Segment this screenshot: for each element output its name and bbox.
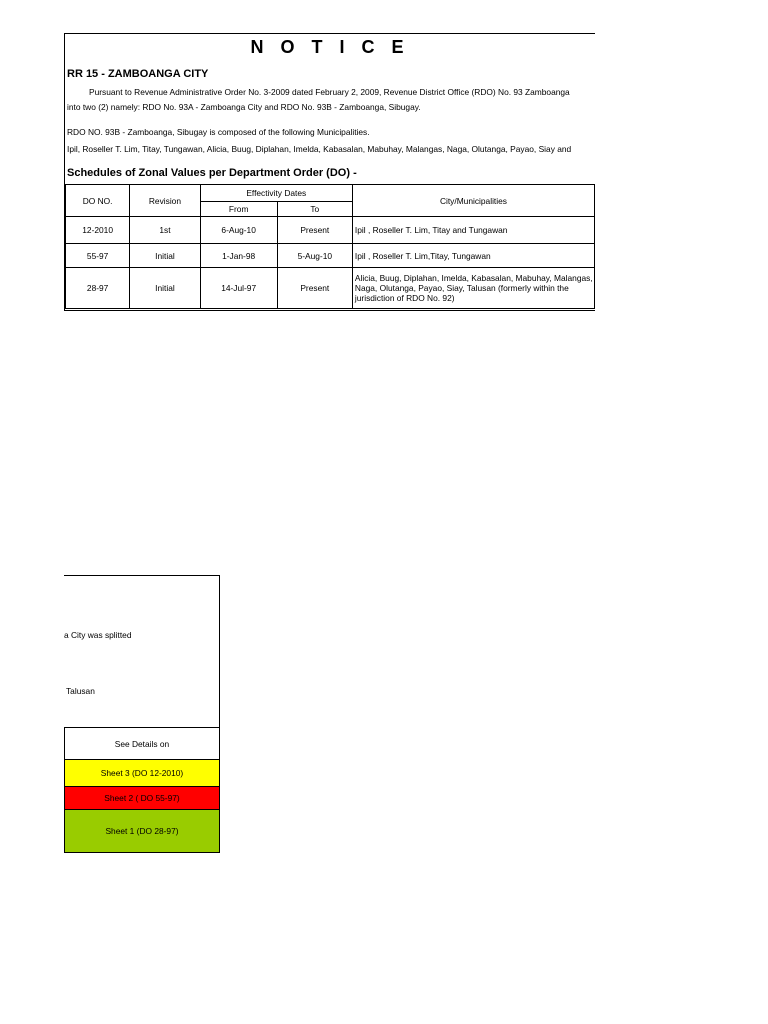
header-from: From: [200, 202, 277, 217]
sheet-2-link[interactable]: Sheet 2 ( DO 55-97): [64, 786, 219, 810]
notice-paragraph-line-2: into two (2) namely: RDO No. 93A - Zamboanga City and RDO No. 93B - Zamboanga, Sibugay.: [67, 102, 421, 112]
cell-do-no: 12-2010: [66, 217, 130, 244]
cell-to: Present: [277, 268, 352, 309]
table-row: [66, 217, 595, 244]
header-revision: Revision: [130, 185, 200, 217]
cell-to: 5-Aug-10: [277, 244, 352, 268]
municipalities-line: Ipil, Roseller T. Lim, Titay, Tungawan, Alicia, Buug, Diplahan, Imelda, Kabasalan, Mabuhay, Malangas, Naga, Olutanga, Payao, Siay and: [67, 144, 572, 154]
table-row: [66, 244, 595, 268]
table-row: [66, 268, 595, 309]
cell-do-no: 28-97: [66, 268, 130, 309]
talusan-fragment: Talusan: [66, 686, 95, 696]
do-schedule-table: [65, 184, 595, 309]
sheet-links-box: [64, 575, 220, 853]
cell-revision: 1st: [130, 217, 200, 244]
header-effectivity-dates: Effectivity Dates: [200, 185, 352, 202]
cell-from: 6-Aug-10: [200, 217, 277, 244]
header-city-municipalities: City/Municipalities: [352, 185, 594, 217]
rdo-composition-line: RDO NO. 93B - Zamboanga, Sibugay is composed of the following Municipalities.: [67, 127, 370, 137]
cell-from: 14-Jul-97: [200, 268, 277, 309]
cell-revision: Initial: [130, 268, 200, 309]
sheet-1-link[interactable]: Sheet 1 (DO 28-97): [64, 809, 219, 853]
sheet-3-link[interactable]: Sheet 3 (DO 12-2010): [64, 759, 219, 787]
cell-to: Present: [277, 217, 352, 244]
cell-revision: Initial: [130, 244, 200, 268]
header-do-no: DO NO.: [66, 185, 130, 217]
cell-city: Alicia, Buug, Diplahan, Imelda, Kabasalan, Mabuhay, Malangas, Naga, Olutanga, Payao, Siay, Talusan (formerly within the jurisdiction of RDO No. 92): [352, 268, 594, 309]
cell-city: Ipil , Roseller T. Lim, Titay and Tungawan: [352, 217, 594, 244]
notice-block: [64, 33, 595, 311]
cell-city: Ipil , Roseller T. Lim,Titay, Tungawan: [352, 244, 594, 268]
split-note-fragment: a City was splitted: [64, 630, 132, 640]
cell-from: 1-Jan-98: [200, 244, 277, 268]
cell-do-no: 55-97: [66, 244, 130, 268]
notice-title: N O T I C E: [250, 37, 410, 57]
schedules-title: Schedules of Zonal Values per Department Order (DO) -: [67, 167, 357, 179]
see-details-label: See Details on: [64, 727, 219, 760]
header-to: To: [277, 202, 352, 217]
region-heading: RR 15 - ZAMBOANGA CITY: [67, 68, 209, 80]
notice-paragraph-line-1: Pursuant to Revenue Administrative Order No. 3-2009 dated February 2, 2009, Revenue District Office (RDO) No. 93 Zamboanga: [89, 87, 570, 97]
